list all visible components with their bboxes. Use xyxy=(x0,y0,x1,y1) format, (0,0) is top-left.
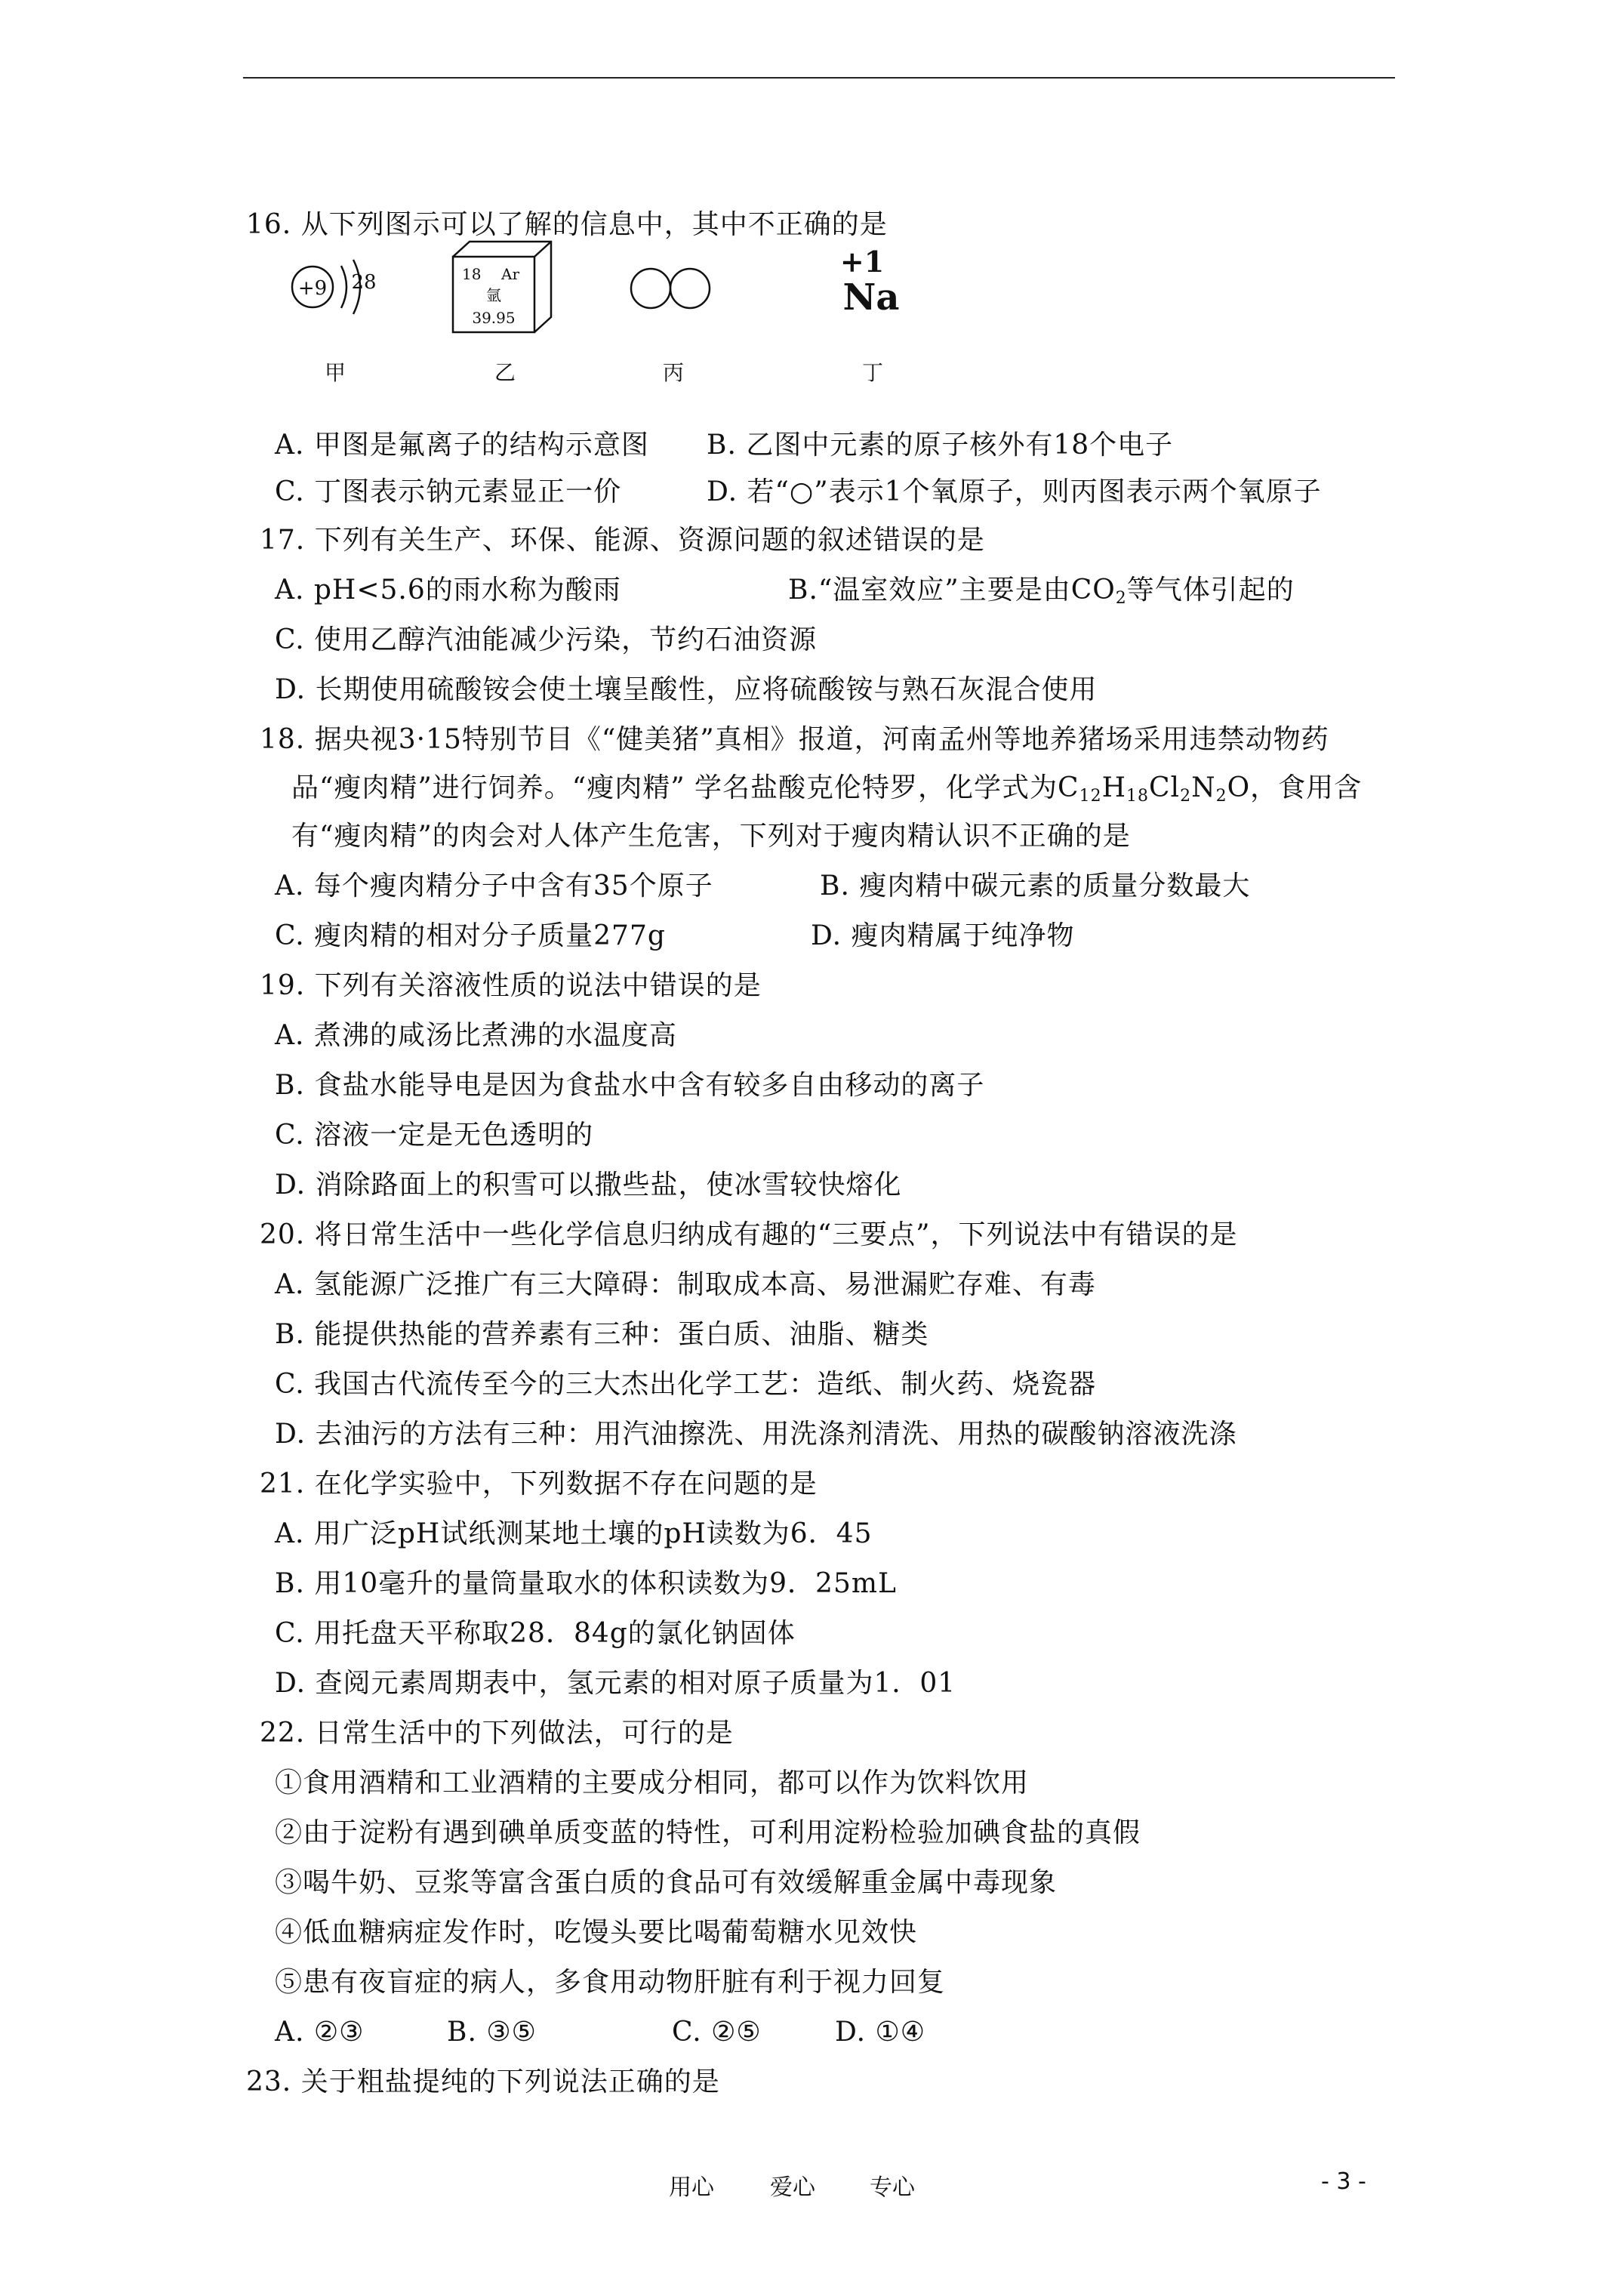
q22-item-5: ⑤患有夜盲症的病人，多食用动物肝脏有利于视力回复 xyxy=(275,1967,946,1998)
element-symbol: Ar xyxy=(501,265,520,283)
valence-label: +1 xyxy=(839,248,885,279)
q22-option-b: B. ③⑤ xyxy=(447,2017,537,2048)
electron-counts: 28 xyxy=(351,271,377,294)
q16-option-a: A. 甲图是氟离子的结构示意图 xyxy=(275,430,649,461)
q18-option-c: C. 瘦肉精的相对分子质量277g xyxy=(275,920,666,951)
footer-word-2: 爱心 xyxy=(770,2174,815,2201)
q16-option-c: C. 丁图表示钠元素显正一价 xyxy=(275,476,622,507)
q19-stem: 19. 下列有关溶液性质的说法中错误的是 xyxy=(260,970,762,1001)
q17-option-c: C. 使用乙醇汽油能减少污染，节约石油资源 xyxy=(275,624,818,655)
q21-option-a: A. 用广泛pH试纸测某地土壤的pH读数为6．45 xyxy=(275,1518,873,1549)
q21-option-d: D. 查阅元素周期表中，氢元素的相对原子质量为1．01 xyxy=(275,1668,956,1699)
page-number: - 3 - xyxy=(1321,2168,1366,2195)
footer-word-1: 用心 xyxy=(669,2174,714,2201)
q19-option-d: D. 消除路面上的积雪可以撒些盐，使冰雪较快熔化 xyxy=(275,1170,902,1200)
header-rule xyxy=(243,77,1395,79)
sodium-symbol: Na xyxy=(842,276,900,319)
q19-option-b: B. 食盐水能导电是因为食盐水中含有较多自由移动的离子 xyxy=(275,1070,985,1101)
q18-option-d: D. 瘦肉精属于纯净物 xyxy=(811,920,1075,951)
element-name: 氩 xyxy=(486,286,501,304)
caption-bing: 丙 xyxy=(663,360,685,385)
q21-option-b: B. 用10毫升的量筒量取水的体积读数为9．25mL xyxy=(275,1568,897,1599)
q16-option-b: B. 乙图中元素的原子核外有18个电子 xyxy=(707,430,1174,461)
q18-option-a: A. 每个瘦肉精分子中含有35个原子 xyxy=(275,871,713,901)
q19-option-a: A. 煮沸的咸汤比煮沸的水温度高 xyxy=(275,1020,677,1051)
q22-item-2: ②由于淀粉有遇到碘单质变蓝的特性，可利用淀粉检验加碘食盐的真假 xyxy=(275,1817,1141,1848)
q17-option-d: D. 长期使用硫酸铵会使土壤呈酸性，应将硫酸铵与熟石灰混合使用 xyxy=(275,674,1098,705)
atom-structure-diagram xyxy=(279,249,393,335)
caption-yi: 乙 xyxy=(494,360,516,385)
caption-ding: 丁 xyxy=(862,360,884,385)
q20-option-c: C. 我国古代流传至今的三大杰出化学工艺：造纸、制火药、烧瓷器 xyxy=(275,1369,1097,1400)
q18-stem-line1: 18. 据央视3·15特别节目《“健美猪”真相》报道，河南孟州等地养猪场采用违禁动物药 xyxy=(260,724,1329,755)
nucleus-charge: +9 xyxy=(297,277,328,300)
q20-stem: 20. 将日常生活中一些化学信息归纳成有趣的“三要点”，下列说法中有错误的是 xyxy=(260,1219,1238,1250)
q22-item-3: ③喝牛奶、豆浆等富含蛋白质的食品可有效缓解重金属中毒现象 xyxy=(275,1867,1058,1898)
q20-option-b: B. 能提供热能的营养素有三种：蛋白质、油脂、糖类 xyxy=(275,1319,929,1350)
q20-option-a: A. 氢能源广泛推广有三大障碍：制取成本高、易泄漏贮存难、有毒 xyxy=(275,1269,1096,1300)
q21-option-c: C. 用托盘天平称取28．84g的氯化钠固体 xyxy=(275,1618,796,1649)
q22-item-4: ④低血糖病症发作时，吃馒头要比喝葡萄糖水见效快 xyxy=(275,1917,918,1948)
q22-option-d: D. ①④ xyxy=(835,2017,926,2048)
q22-item-1: ①食用酒精和工业酒精的主要成分相同，都可以作为饮料饮用 xyxy=(275,1767,1030,1798)
q17-option-b: B.“温室效应”主要是由$CO_2$等气体引起的 xyxy=(788,575,1295,608)
q16-option-d: D. 若“○”表示1个氧原子，则丙图表示两个氧原子 xyxy=(707,476,1322,507)
q22-stem: 22. 日常生活中的下列做法，可行的是 xyxy=(260,1718,734,1749)
q18-stem-line3: 有“瘦肉精”的肉会对人体产生危害，下列对于瘦肉精认识不正确的是 xyxy=(291,821,1131,852)
q16-stem: 16. 从下列图示可以了解的信息中，其中不正确的是 xyxy=(246,209,888,240)
footer-word-3: 专心 xyxy=(870,2174,915,2201)
caption-jia: 甲 xyxy=(325,360,346,385)
q23-stem: 23. 关于粗盐提纯的下列说法正确的是 xyxy=(246,2066,720,2097)
q22-option-a: A. ②③ xyxy=(275,2017,365,2048)
q18-option-b: B. 瘦肉精中碳元素的质量分数最大 xyxy=(820,871,1251,901)
sodium-valence-diagram xyxy=(838,248,929,326)
two-oxygen-atoms-diagram xyxy=(625,263,723,319)
q21-stem: 21. 在化学实验中，下列数据不存在问题的是 xyxy=(260,1469,818,1499)
q18-stem-line2: 品“瘦肉精”进行饲养。“瘦肉精” 学名盐酸克伦特罗，化学式为$C_{12}H_{18}Cl_2N_2O$，食用含 xyxy=(291,772,1363,806)
q22-option-c: C. ②⑤ xyxy=(672,2017,762,2048)
q17-option-a: A. pH<5.6的雨水称为酸雨 xyxy=(275,575,621,606)
q19-option-c: C. 溶液一定是无色透明的 xyxy=(275,1120,594,1151)
q20-option-d: D. 去油污的方法有三种：用汽油擦洗、用洗涤剂清洗、用热的碳酸钠溶液洗涤 xyxy=(275,1419,1237,1450)
q16-figures xyxy=(279,249,959,385)
element-cell-diagram xyxy=(447,240,560,341)
atomic-mass: 39.95 xyxy=(472,309,516,327)
q17-stem: 17. 下列有关生产、环保、能源、资源问题的叙述错误的是 xyxy=(260,525,985,556)
atomic-number: 18 xyxy=(462,265,482,283)
